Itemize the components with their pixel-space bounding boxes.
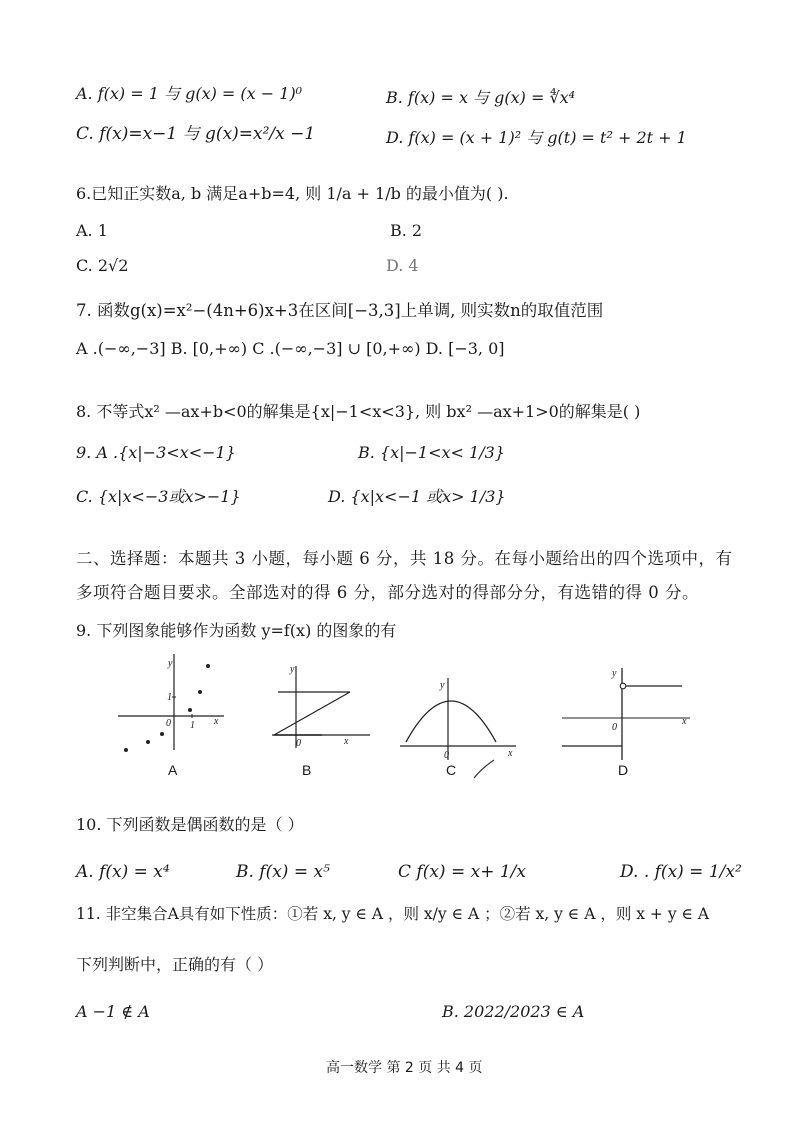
graph-a-tick-1x: 1: [190, 720, 195, 731]
q6-option-b: B. 2: [390, 221, 423, 240]
graph-b-x-label: x: [344, 736, 349, 747]
graph-d-x-label: x: [682, 716, 687, 727]
graph-a-point: [160, 732, 164, 736]
graph-c-y-label: y: [440, 680, 445, 691]
q11-option-b: B. 2022/2023 ∈ A: [442, 1002, 585, 1021]
q9-label-d: D: [618, 762, 629, 778]
graph-c-parabola: [406, 701, 496, 742]
q10-option-d: D. . f(x) = 1/x²: [620, 862, 742, 882]
graph-d-origin: 0: [612, 722, 617, 733]
graph-d-y-label: y: [612, 668, 617, 679]
q9-stem: 9. 下列图象能够作为函数 y=f(x) 的图象的有: [76, 621, 397, 640]
q10-option-c: C f(x) = x+ 1/x: [398, 862, 526, 882]
q9-label-a: A: [168, 762, 178, 778]
graph-b-y-label: y: [290, 664, 295, 675]
q9-label-b: B: [302, 762, 312, 778]
q8-option-d: D. {x|x<−1 或x> 1/3}: [328, 487, 506, 506]
q5-option-a: A. f(x) = 1 与 g(x) = (x − 1)⁰: [76, 84, 303, 103]
q10-option-a: A. f(x) = x⁴: [76, 862, 170, 882]
q9-label-c: C: [446, 762, 457, 778]
graph-a-tick-1y: 1: [167, 692, 172, 703]
q5-option-d: D. f(x) = (x + 1)² 与 g(t) = t² + 2t + 1: [386, 128, 687, 147]
q10-option-b: B. f(x) = x⁵: [236, 862, 330, 882]
graph-a-point: [146, 740, 150, 744]
q8-option-b: B. {x|−1<x< 1/3}: [358, 443, 505, 462]
graph-a-point: [188, 708, 192, 712]
q7-stem: 7. 函数g(x)=x²−(4n+6)x+3在区间[−3,3]上单调, 则实数n的取值范围: [76, 301, 604, 320]
q9-graph-a: [112, 650, 228, 754]
q8-stem: 8. 不等式x² —ax+b<0的解集是{x|−1<x<3}, 则 bx² —ax+1>0的解集是( ): [76, 402, 641, 421]
q9-graph-c: [396, 670, 520, 780]
q9-graph-d: [558, 662, 694, 762]
q11-stem: 11. 非空集合A具有如下性质：①若 x, y ∈ A ，则 x/y ∈ A ；②若 x, y ∈ A ，则 x + y ∈ A: [76, 905, 710, 923]
q6-option-d: D. 4: [386, 256, 419, 275]
q8-option-c: C. {x|x<−3或x>−1}: [76, 487, 241, 506]
q9-graph-b: [262, 658, 372, 750]
q6-stem: 6.已知正实数a, b 满足a+b=4, 则 1/a + 1/b 的最小值为( ).: [76, 184, 509, 203]
graph-b-origin: 0: [296, 738, 301, 749]
q6-option-c: C. 2√2: [76, 256, 129, 275]
graph-a-origin: 0: [166, 718, 171, 729]
q10-stem: 10. 下列函数是偶函数的是（ ）: [76, 815, 304, 834]
graph-b-diagonal: [274, 692, 350, 735]
graph-c-stray-mark: [474, 760, 494, 778]
graph-a-point: [206, 664, 210, 668]
page-footer: 高一数学 第 2 页 共 4 页: [326, 1060, 483, 1076]
q7-options: A .(−∞,−3] B. [0,+∞) C .(−∞,−3] ∪ [0,+∞) D. [−3, 0]: [76, 339, 505, 358]
section2-line2: 多项符合题目要求。全部选对的得 6 分，部分选对的得部分分，有选错的得 0 分。: [76, 583, 699, 602]
graph-c-origin: 0: [444, 750, 449, 761]
section2-line1: 二、选择题：本题共 3 小题，每小题 6 分，共 18 分。在每小题给出的四个选项中，有: [76, 549, 733, 568]
graph-a-y-label: y: [168, 658, 173, 669]
graph-c-x-label: x: [508, 748, 513, 759]
q5-option-c: C. f(x)=x−1 与 g(x)=x²/x −1: [76, 124, 316, 144]
graph-a-x-label: x: [214, 716, 219, 727]
q5-option-b: B. f(x) = x 与 g(x) = ∜x⁴: [386, 88, 576, 107]
graph-a-point: [198, 690, 202, 694]
q6-option-a: A. 1: [76, 221, 108, 240]
q11-stem2: 下列判断中，正确的有（ ）: [76, 955, 274, 974]
q11-option-a: A −1 ∉ A: [76, 1002, 150, 1021]
graph-a-point: [124, 748, 128, 752]
q8-option-a: 9. A .{x|−3<x<−1}: [76, 443, 236, 462]
graph-d-open-circle: [620, 683, 626, 689]
